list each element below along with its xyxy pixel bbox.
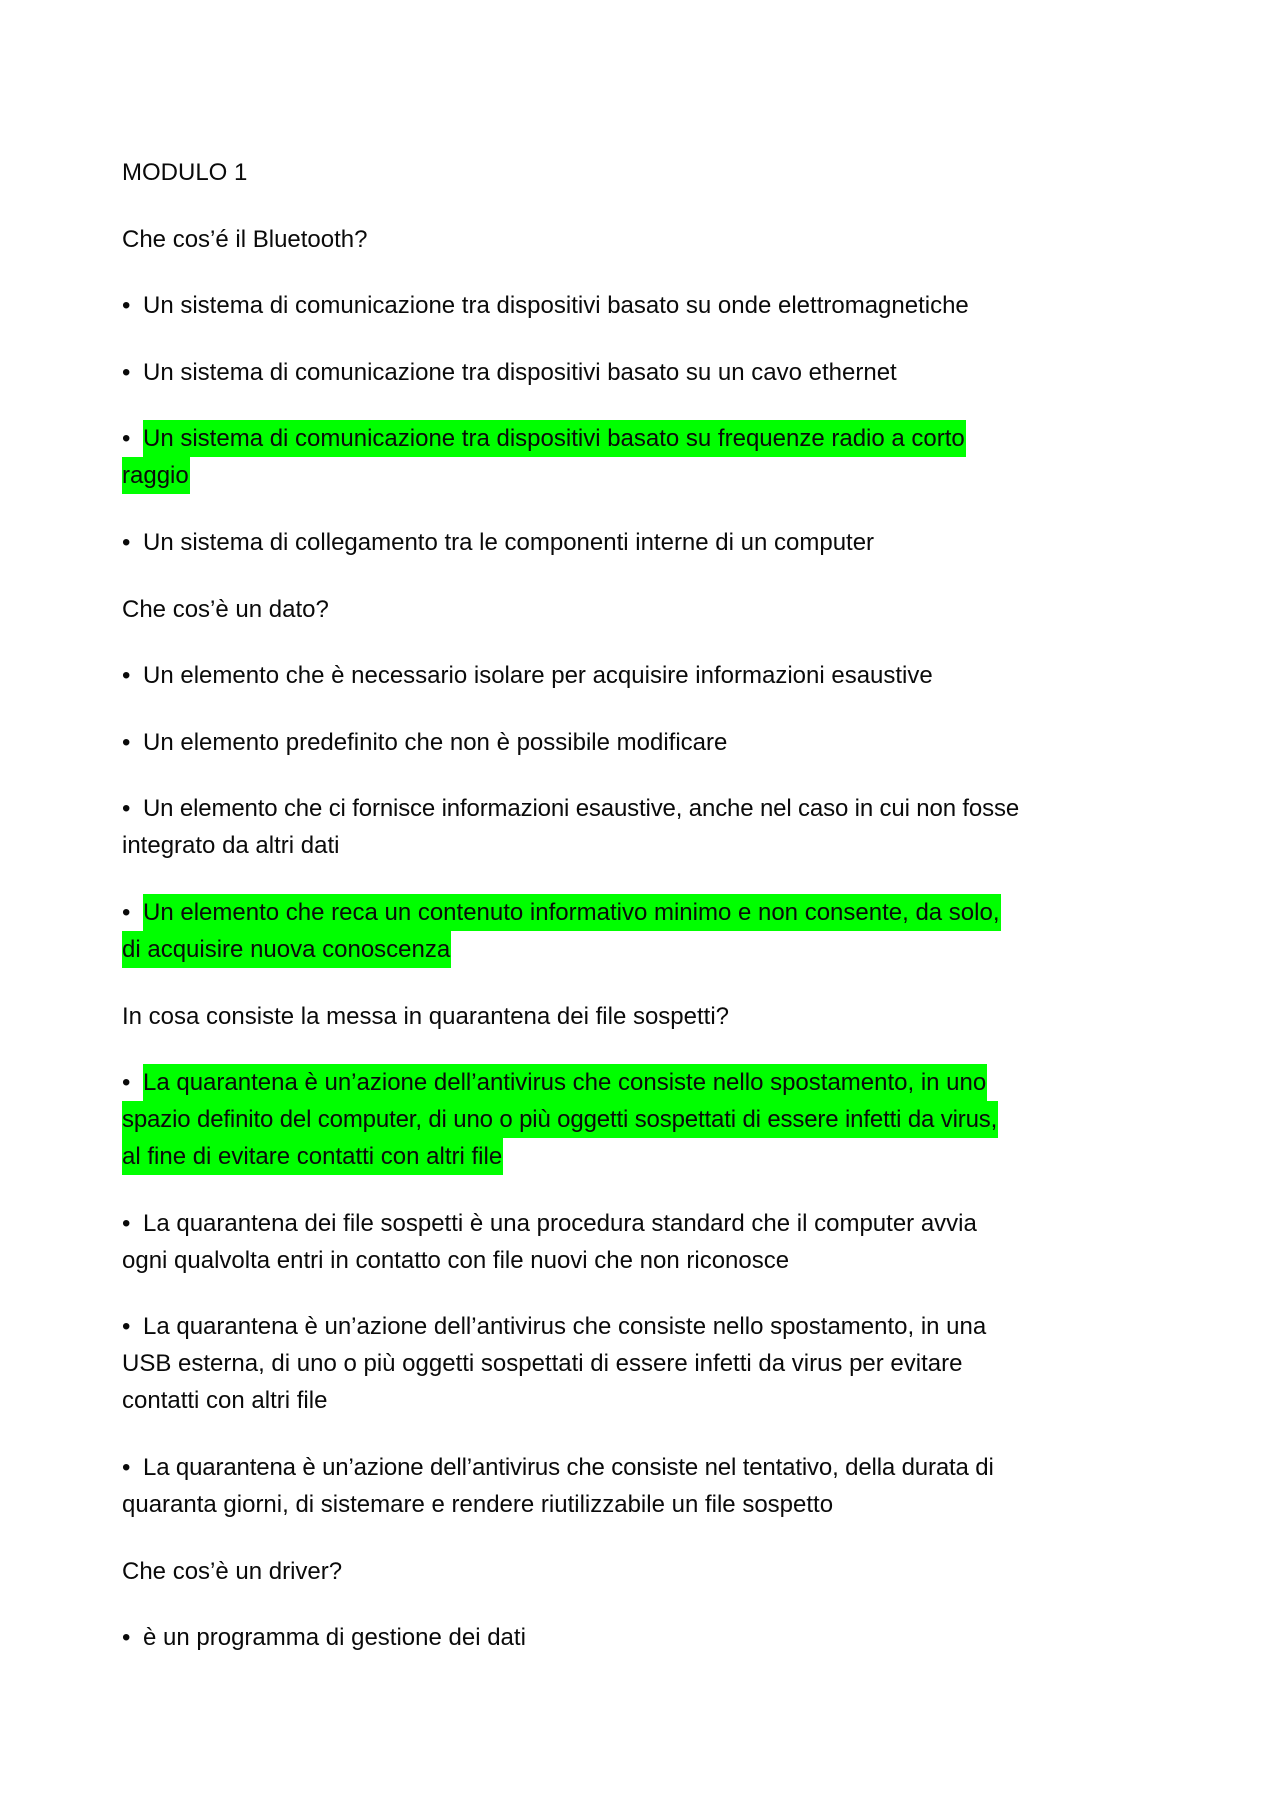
answer-option (122, 657, 1182, 694)
answer-option (122, 724, 1182, 761)
question-heading (122, 998, 1182, 1035)
bullet-icon: • (122, 795, 131, 823)
answer-option (122, 1308, 1182, 1419)
answer-option-correct (122, 894, 1182, 968)
question-heading (122, 591, 1182, 628)
answer-text: Un elemento predefinito che non è possibile modificare (143, 728, 728, 756)
bullet-icon: • (122, 1453, 131, 1481)
answer-option (122, 1205, 1182, 1279)
answer-text: La quarantena è un’azione dell’antivirus che consiste nel tentativo, della durata di (143, 1453, 994, 1481)
answer-option (122, 524, 1182, 561)
answer-text: è un programma di gestione dei dati (143, 1624, 526, 1652)
module-title-text: MODULO 1 (122, 159, 248, 186)
answer-option-correct (122, 1064, 1182, 1175)
bullet-icon: • (122, 292, 131, 320)
question-text: Che cos’è un dato? (122, 595, 329, 623)
answer-text: ogni qualvolta entri in contatto con file nuovi che non riconosce (122, 1246, 790, 1274)
bullet-icon: • (122, 528, 131, 556)
bullet-icon: • (122, 898, 131, 926)
answer-text: La quarantena è un’azione dell’antivirus che consiste nello spostamento, in una (143, 1313, 987, 1341)
question-text: In cosa consiste la messa in quarantena dei file sospetti? (122, 1002, 730, 1030)
answer-option-correct (122, 420, 1182, 494)
highlighted-answer-text: raggio (122, 457, 190, 494)
module-title (122, 154, 1182, 191)
answer-text: Un sistema di collegamento tra le componenti interne di un computer (143, 528, 875, 556)
answer-text: Un elemento che ci fornisce informazioni esaustive, anche nel caso in cui non fosse (143, 795, 1020, 823)
bullet-icon: • (122, 1069, 131, 1097)
answer-text: quaranta giorni, di sistemare e rendere riutilizzabile un file sospetto (122, 1490, 834, 1518)
answer-option (122, 1619, 1182, 1656)
bullet-icon: • (122, 425, 131, 453)
bullet-icon: • (122, 1209, 131, 1237)
highlighted-answer-text: Un sistema di comunicazione tra dispositivi basato su frequenze radio a corto (143, 420, 966, 457)
answer-text: integrato da altri dati (122, 832, 340, 860)
bullet-icon: • (122, 1313, 131, 1341)
question-heading (122, 1553, 1182, 1590)
document-page (122, 154, 1182, 1686)
question-text: Che cos’è un driver? (122, 1557, 343, 1585)
answer-option (122, 1449, 1182, 1523)
question-text: Che cos’é il Bluetooth? (122, 225, 368, 253)
highlighted-answer-text: spazio definito del computer, di uno o più oggetti sospettati di essere infetti da virus, (122, 1101, 998, 1138)
highlighted-answer-text: Un elemento che reca un contenuto informativo minimo e non consente, da solo, (143, 894, 1001, 931)
answer-option (122, 287, 1182, 324)
question-heading (122, 221, 1182, 258)
answer-text: contatti con altri file (122, 1387, 328, 1415)
answer-text: USB esterna, di uno o più oggetti sospettati di essere infetti da virus per evitare (122, 1350, 963, 1378)
bullet-icon: • (122, 728, 131, 756)
answer-text: Un sistema di comunicazione tra dispositivi basato su un cavo ethernet (143, 358, 897, 386)
bullet-icon: • (122, 1624, 131, 1652)
answer-text: Un elemento che è necessario isolare per acquisire informazioni esaustive (143, 662, 933, 690)
answer-text: La quarantena dei file sospetti è una procedura standard che il computer avvia (143, 1209, 977, 1237)
highlighted-answer-text: di acquisire nuova conoscenza (122, 931, 451, 968)
highlighted-answer-text: La quarantena è un’azione dell’antivirus che consiste nello spostamento, in uno (143, 1064, 987, 1101)
answer-text: Un sistema di comunicazione tra dispositivi basato su onde elettromagnetiche (143, 292, 969, 320)
highlighted-answer-text: al fine di evitare contatti con altri file (122, 1138, 503, 1175)
answer-option (122, 354, 1182, 391)
bullet-icon: • (122, 662, 131, 690)
answer-option (122, 790, 1182, 864)
bullet-icon: • (122, 358, 131, 386)
